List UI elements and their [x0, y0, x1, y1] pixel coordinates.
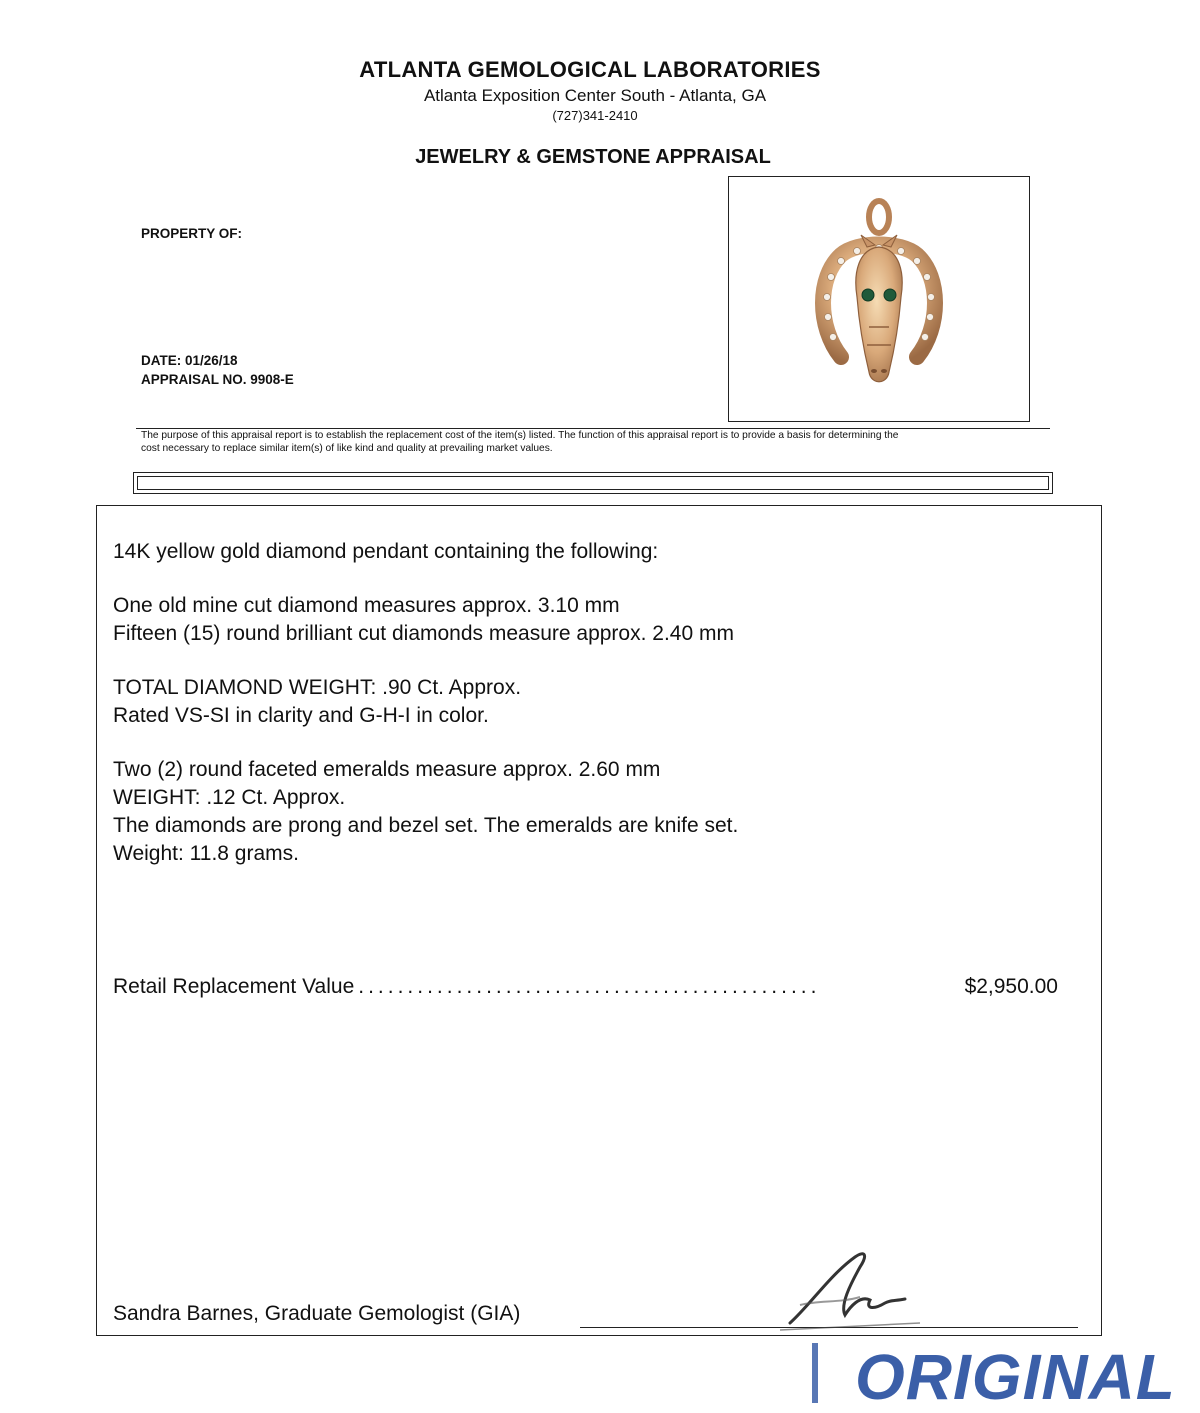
item-weight: Weight: 11.8 grams.: [113, 842, 299, 865]
purpose-line-1: The purpose of this appraisal report is to establish the replacement cost of the item(s) listed. The function of this appraisal report is to provide a basis for determining the: [141, 430, 899, 441]
purpose-statement: [141, 430, 1046, 455]
emerald-weight: WEIGHT: .12 Ct. Approx.: [113, 786, 346, 809]
pendant-photo: [728, 176, 1030, 422]
diamond-rating: Rated VS-SI in clarity and G-H-I in color.: [113, 704, 489, 727]
diamond-line-2: Fifteen (15) round brilliant cut diamonds measure approx. 2.40 mm: [113, 622, 734, 645]
retail-value-label: Retail Replacement Value: [113, 975, 355, 998]
appraisal-number: APPRAISAL NO. 9908-E: [141, 372, 294, 387]
lab-phone: (727)341-2410: [552, 108, 638, 123]
retail-value-amount: $2,950.00: [964, 975, 1058, 998]
purpose-line-2: cost necessary to replace similar item(s) of like kind and quality at prevailing market values.: [141, 442, 553, 454]
retail-value-row: [113, 975, 1058, 999]
property-of-label: PROPERTY OF:: [141, 226, 243, 241]
emerald-eye-right: [884, 289, 896, 301]
handwritten-signature: [770, 1245, 940, 1335]
leader-dots: ...............................................: [358, 975, 821, 998]
item-intro: 14K yellow gold diamond pendant containing the following:: [113, 540, 659, 563]
total-diamond-weight: TOTAL DIAMOND WEIGHT: .90 Ct. Approx.: [113, 676, 522, 699]
emerald-eye-left: [862, 289, 874, 301]
header-rule: [136, 428, 1050, 429]
appraisal-date: DATE: 01/26/18: [141, 353, 238, 368]
appraiser-name: Sandra Barnes, Graduate Gemologist (GIA): [113, 1302, 521, 1325]
stamp-mark: [812, 1343, 818, 1403]
horse-head: [856, 247, 902, 382]
document-title: JEWELRY & GEMSTONE APPRAISAL: [415, 146, 771, 168]
horse-pendant-image: [729, 177, 1029, 421]
divider-bar: [133, 472, 1053, 494]
lab-address: Atlanta Exposition Center South - Atlanta, GA: [423, 86, 767, 105]
lab-name: ATLANTA GEMOLOGICAL LABORATORIES: [359, 57, 821, 82]
diamond-line-1: One old mine cut diamond measures approx. 3.10 mm: [113, 594, 620, 617]
pendant-bail: [869, 201, 889, 233]
setting-description: The diamonds are prong and bezel set. The emeralds are knife set.: [113, 814, 739, 837]
emerald-line: Two (2) round faceted emeralds measure approx. 2.60 mm: [113, 758, 661, 781]
original-stamp: ORIGINAL: [855, 1341, 1176, 1413]
